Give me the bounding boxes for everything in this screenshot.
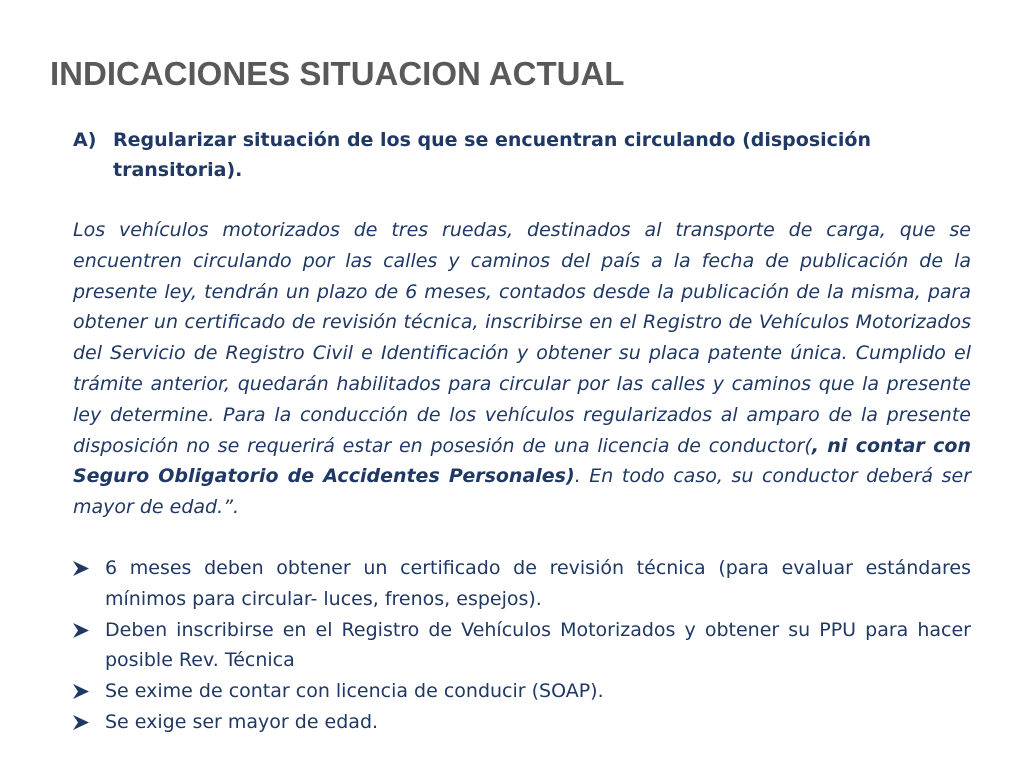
arrow-bullet-icon (73, 707, 105, 738)
bullet-text: 6 meses deben obtener un certificado de revisión técnica (para evaluar estándares mínimos para circular- luces, frenos, espejos). (105, 556, 971, 610)
quote-paragraph (73, 215, 971, 523)
arrow-bullet-icon (73, 615, 105, 677)
bullet-item (73, 707, 971, 738)
subheading-letter: A) (73, 129, 97, 151)
page-title: INDICACIONES SITUACION ACTUAL (50, 55, 625, 92)
subheading (73, 125, 971, 185)
bullet-text: Se exime de contar con licencia de conducir (SOAP). (105, 680, 604, 703)
bullet-item (73, 615, 971, 677)
bullet-item (73, 676, 971, 707)
bullet-text: Deben inscribirse en el Registro de Vehículos Motorizados y obtener su PPU para hacer posible Rev. Técnica (105, 618, 971, 672)
slide-content (73, 125, 971, 738)
quote-text-part2: . En todo caso, su conductor deberá ser mayor de edad.”. (73, 465, 972, 519)
bullet-text: Se exige ser mayor de edad. (105, 710, 379, 733)
subheading-text: Regularizar situación de los que se encuentran circulando (disposición transitoria). (113, 129, 872, 181)
bullet-item (73, 553, 971, 615)
quote-text-part1: Los vehículos motorizados de tres ruedas, destinados al transporte de carga, que se encuentren circulando por las calles y caminos del país a la fecha de publicación de la presente ley, tendrán un plazo de 6 meses, contados desde la publicación de la misma, para obtener un certificado de revisión técnica, inscribirse en el Registro de Vehículos Motorizados del Servicio de Registro Civil e Identificación y obtener su placa patente única. Cumplido el trámite anterior, quedarán habilitados para circular por las calles y caminos que la presente ley determine. Para la conducción de los vehículos regularizados al amparo de la presente disposición no se requerirá estar en posesión de una licencia de conductor( (73, 219, 971, 457)
arrow-bullet-icon (73, 676, 105, 707)
arrow-bullet-icon (73, 553, 105, 615)
bullet-list (73, 553, 971, 738)
quote-text-bold: , ni contar con Seguro Obligatorio de Accidentes Personales) (73, 434, 971, 488)
